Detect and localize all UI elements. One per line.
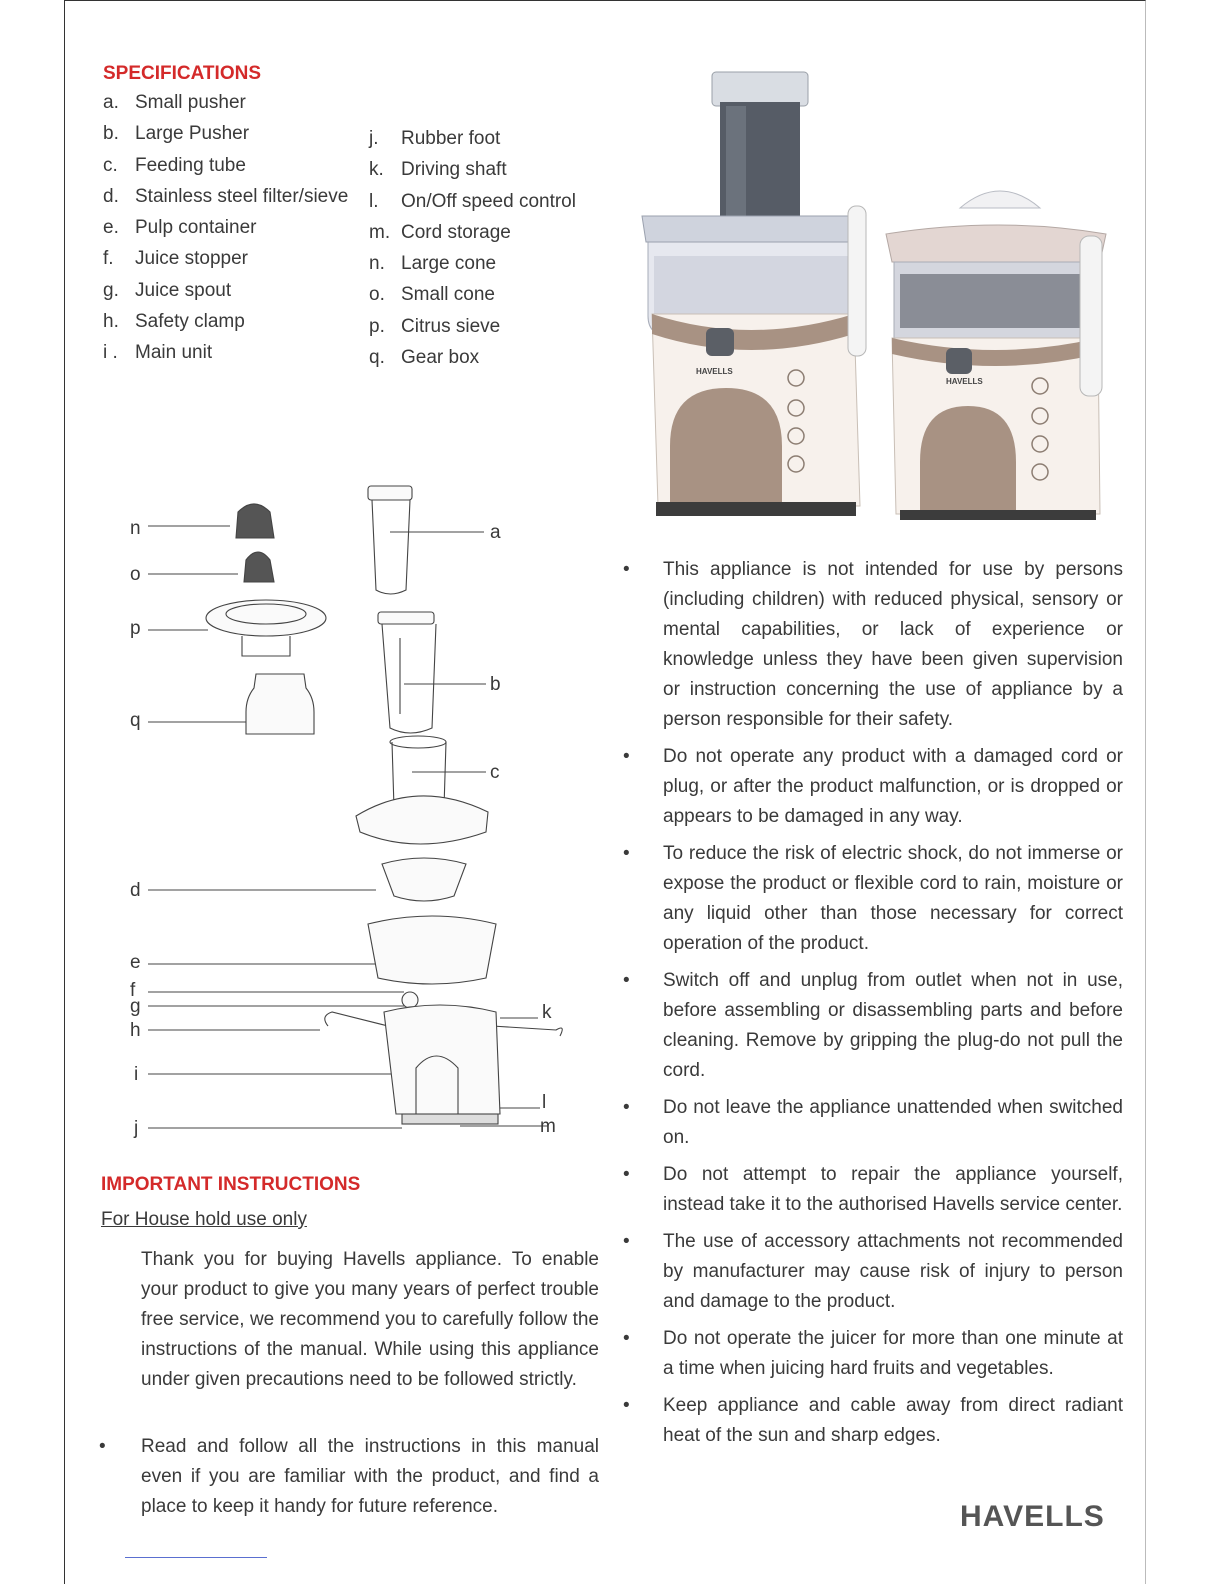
spec-key: f. — [103, 248, 114, 270]
diagram-label-c: c — [490, 762, 500, 783]
unit1-brand: HAVELLS — [696, 367, 733, 376]
diagram-label-d: d — [130, 880, 141, 901]
diagram-label-a: a — [490, 522, 501, 543]
bullet-icon: • — [623, 843, 630, 864]
spec-key: h. — [103, 311, 119, 333]
spec-item — [103, 217, 348, 248]
bullet-text: To reduce the risk of electric shock, do not immerse or expose the product or flexible cord to rain, moisture or any liquid other than those necessary for correct operation of the product. — [663, 843, 1123, 954]
bullet-item — [99, 1432, 599, 1522]
spec-item — [103, 92, 348, 123]
spec-label: On/Off speed control — [401, 190, 576, 212]
specifications-title: SPECIFICATIONS — [103, 63, 261, 84]
bullet-icon: • — [623, 746, 630, 767]
diagram-label-k: k — [542, 1002, 552, 1023]
spec-key: d. — [103, 185, 119, 207]
juicer-unit-illustration — [642, 72, 866, 516]
spec-item — [103, 311, 348, 342]
spec-label: Rubber foot — [401, 128, 501, 149]
spec-key: k. — [369, 159, 384, 181]
bullet-text: Do not leave the appliance unattended when switched on. — [663, 1097, 1123, 1148]
diagram-label-b: b — [490, 674, 501, 695]
spec-label: Driving shaft — [401, 159, 507, 181]
bullet-text: This appliance is not intended for use by persons (including children) with reduced physical, sensory or mental capabilities, or lack of experience or knowledge unless they have been given supervision or instruction concerning the use of appliance by a person responsible for their safety. — [663, 559, 1123, 730]
unit2-brand: HAVELLS — [946, 377, 983, 386]
product-photo — [630, 66, 1110, 526]
spec-key: i . — [103, 342, 118, 364]
spec-key: q. — [369, 347, 385, 369]
spec-key: o. — [369, 284, 385, 306]
safety-bullets — [623, 555, 1123, 1458]
spec-label: Small cone — [401, 284, 495, 306]
spec-item — [103, 342, 348, 373]
spec-item — [369, 347, 576, 378]
bullet-item — [623, 1324, 1123, 1384]
spec-list-right — [369, 128, 576, 378]
diagram-label-p: p — [130, 618, 141, 639]
spec-key: g. — [103, 279, 119, 301]
spec-label: Citrus sieve — [401, 315, 501, 337]
bullet-item — [623, 742, 1123, 832]
havells-logo: HAVELLS — [960, 1500, 1105, 1533]
spec-list-left — [103, 92, 348, 374]
spec-label: Large Pusher — [135, 123, 250, 145]
bullet-text: Do not operate the juicer for more than one minute at a time when juicing hard fruits and vegetables. — [663, 1328, 1123, 1379]
bullet-icon: • — [623, 970, 630, 991]
important-title: IMPORTANT INSTRUCTIONS — [101, 1174, 361, 1195]
spec-item — [369, 191, 576, 222]
spec-item — [369, 159, 576, 190]
spec-item — [369, 316, 576, 347]
spec-key: c. — [103, 154, 118, 176]
bullet-text: Do not operate any product with a damaged cord or plug, or after the product malfunction, or is dropped or appears to be damaged in any way. — [663, 746, 1123, 827]
bullet-text: Switch off and unplug from outlet when not in use, before assembling or disassembling parts and before cleaning. Remove by gripping the plug-do not pull the cord. — [663, 970, 1123, 1081]
spec-label: Small pusher — [135, 92, 246, 113]
diagram-label-l: l — [542, 1092, 547, 1113]
diagram-label-m: m — [540, 1116, 556, 1137]
diagram-label-h: h — [130, 1020, 141, 1041]
diagram-label-e: e — [130, 952, 141, 973]
spec-label: Safety clamp — [135, 311, 245, 333]
bullet-icon: • — [623, 1164, 630, 1185]
spec-item — [369, 284, 576, 315]
bullet-icon: • — [623, 1231, 630, 1252]
citrus-unit-illustration — [886, 191, 1106, 520]
spec-key: l. — [369, 190, 379, 212]
spec-key: b. — [103, 123, 119, 145]
spec-label: Large cone — [401, 253, 497, 275]
spec-item — [103, 186, 348, 217]
bullet-text: Keep appliance and cable away from direct radiant heat of the sun and sharp edges. — [663, 1395, 1123, 1446]
diagram-label-n: n — [130, 518, 141, 539]
bullet-icon: • — [623, 559, 630, 580]
spec-item — [369, 222, 576, 253]
bullet-icon: • — [623, 1328, 630, 1349]
spec-key: j. — [369, 128, 379, 149]
diagram-label-q: q — [130, 710, 141, 731]
household-subtitle: For House hold use only — [101, 1209, 307, 1230]
spec-key: m. — [369, 221, 391, 243]
spec-item — [103, 280, 348, 311]
footer-line — [125, 1557, 267, 1558]
exploded-diagram — [120, 478, 580, 1146]
bullet-item — [623, 1227, 1123, 1317]
spec-item — [103, 155, 348, 186]
bullet-item — [623, 1093, 1123, 1153]
bullet-text: Do not attempt to repair the appliance yourself, instead take it to the authorised Havells service center. — [663, 1164, 1123, 1215]
important-bullets — [99, 1432, 599, 1529]
bullet-item — [623, 966, 1123, 1086]
bullet-icon: • — [623, 1395, 630, 1416]
bullet-item — [623, 839, 1123, 959]
spec-key: p. — [369, 315, 385, 337]
spec-label: Pulp container — [135, 217, 257, 239]
spec-key: a. — [103, 92, 119, 113]
bullet-item — [623, 1160, 1123, 1220]
spec-label: Juice stopper — [135, 248, 249, 270]
spec-item — [103, 123, 348, 154]
diagram-label-f: f — [130, 980, 136, 1001]
spec-label: Feeding tube — [135, 154, 246, 176]
bullet-icon: • — [99, 1436, 106, 1457]
spec-label: Cord storage — [401, 221, 511, 243]
spec-key: n. — [369, 253, 385, 275]
spec-item — [369, 253, 576, 284]
bullet-text: The use of accessory attachments not recommended by manufacturer may cause risk of injury to person and damage to the product. — [663, 1231, 1123, 1312]
bullet-text: Read and follow all the instructions in this manual even if you are familiar with the product, and find a place to keep it handy for future reference. — [141, 1436, 599, 1517]
intro-paragraph: Thank you for buying Havells appliance. To enable your product to give you many years of perfect trouble free service, we recommend you to carefully follow the instructions of the manual. While using this appliance under given precautions need to be followed strictly. — [141, 1249, 599, 1390]
spec-key: e. — [103, 217, 119, 239]
diagram-label-g: g — [130, 996, 141, 1017]
bullet-item — [623, 1391, 1123, 1451]
spec-label: Main unit — [135, 342, 213, 364]
spec-label: Gear box — [401, 347, 480, 369]
spec-item — [369, 128, 576, 159]
diagram-label-o: o — [130, 564, 141, 585]
diagram-label-j: j — [134, 1118, 139, 1139]
bullet-item — [623, 555, 1123, 735]
bullet-icon: • — [623, 1097, 630, 1118]
spec-label: Juice spout — [135, 279, 232, 301]
spec-item — [103, 248, 348, 279]
spec-label: Stainless steel filter/sieve — [135, 185, 349, 207]
diagram-label-i: i — [134, 1064, 139, 1085]
